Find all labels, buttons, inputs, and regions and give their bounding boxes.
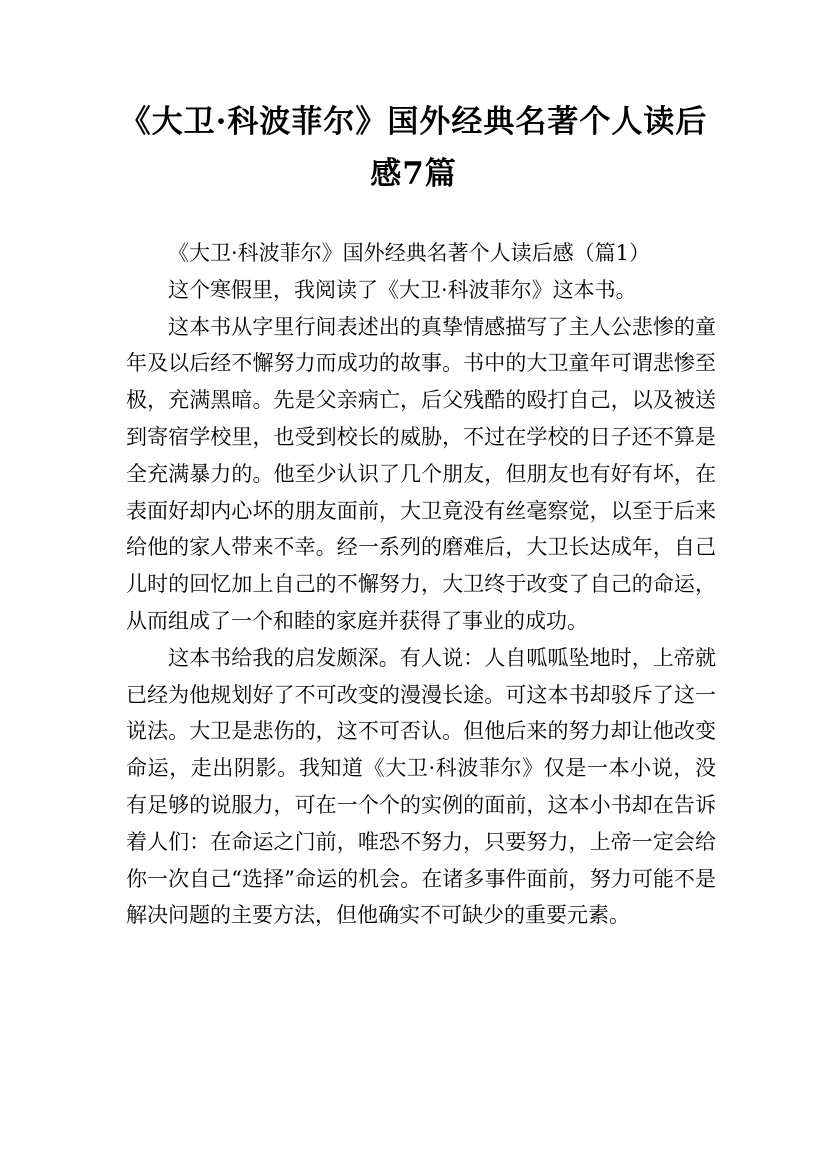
document-title: 《大卫·科波菲尔》国外经典名著个人读后感7篇 xyxy=(119,104,708,192)
paragraph-3: 这本书给我的启发颇深。有人说：人自呱呱坠地时，上帝就已经为他规划好了不可改变的漫漫长途。可这本书却驳斥了这一说法。大卫是悲伤的，这不可否认。但他后来的努力却让他改变命运，走出阴影。我知道《大卫·科波菲尔》仅是一本小说，没有足够的说服力，可在一个个的实例的面前，这本小书却在告诉着人们：在命运之门前，唯恐不努力，只要努力，上帝一定会给你一次自己“选择”命运的机会。在诸多事件面前，努力可能不是解决问题的主要方法，但他确实不可缺少的重要元素。 xyxy=(126,645,716,928)
document-body xyxy=(126,235,716,934)
paragraph-1: 这个寒假里，我阅读了《大卫·科波菲尔》这本书。 xyxy=(168,277,637,302)
section-heading: 《大卫·科波菲尔》国外经典名著个人读后感（篇1） xyxy=(168,241,651,265)
paragraph-2: 这本书从字里行间表述出的真挚情感描写了主人公悲惨的童年及以后经不懈努力而成功的故事。书中的大卫童年可谓悲惨至极，充满黑暗。先是父亲病亡，后父残酷的殴打自己，以及被送到寄宿学校里，也受到校长的威胁，不过在学校的日子还不算是全充满暴力的。他至少认识了几个朋友，但朋友也有好有坏，在表面好却内心坏的朋友面前，大卫竟没有丝毫察觉，以至于后来给他的家人带来不幸。经一系列的磨难后，大卫长达成年，自己儿时的回忆加上自己的不懈努力，大卫终于改变了自己的命运，从而组成了一个和睦的家庭并获得了事业的成功。 xyxy=(126,314,716,633)
